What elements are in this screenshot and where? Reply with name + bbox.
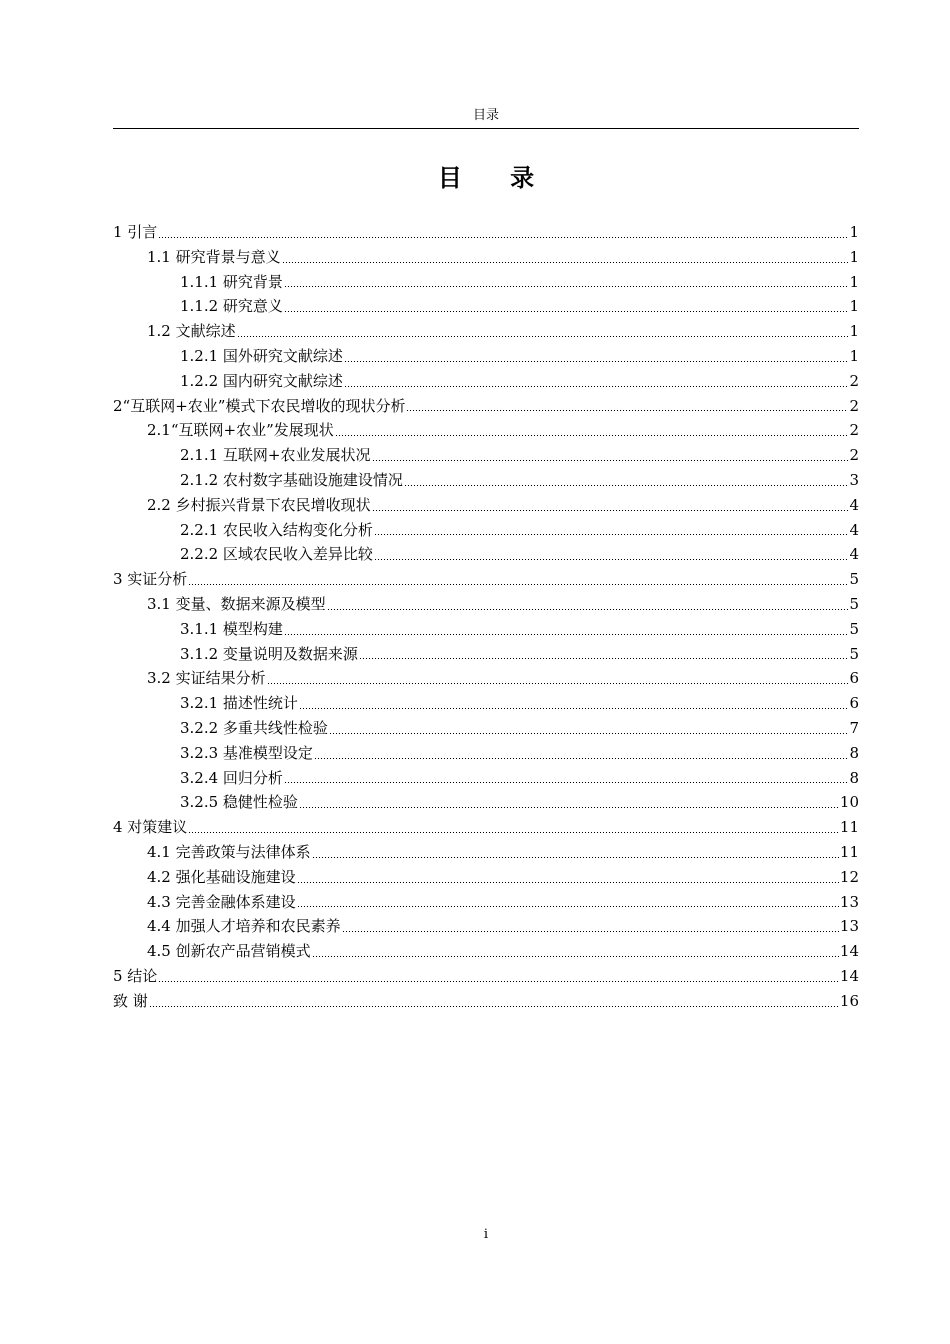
toc-dot-leader [284,782,849,783]
toc-entry-label: 2.1“互联网+农业”发展现状 [147,421,334,440]
toc-dot-leader [374,534,849,535]
toc-dot-leader [299,708,849,709]
toc-entry-label: 2.2 乡村振兴背景下农民增收现状 [147,495,371,514]
toc-entry[interactable] [113,592,859,617]
toc-dot-leader [344,386,849,387]
toc-entry-page: 5 [849,619,859,638]
toc-entry[interactable] [113,815,859,840]
toc-entry-page: 5 [849,570,859,589]
toc-entry-page: 2 [849,371,859,390]
toc-entry-page: 1 [849,297,859,316]
page-number: i [483,1227,489,1242]
toc-entry-page: 11 [839,818,859,837]
toc-entry-page: 5 [849,594,859,613]
toc-entry-page: 8 [849,768,859,787]
toc-dot-leader [299,807,839,808]
toc-entry-label: 3.2.4 回归分析 [180,768,283,787]
toc-entry-label: 3.1.1 模型构建 [180,619,283,638]
toc-entry[interactable] [113,989,859,1014]
toc-entry-label: 3.1 变量、数据来源及模型 [147,594,326,613]
toc-entry[interactable] [113,344,859,369]
toc-dot-leader [282,262,849,263]
toc-dot-leader [188,584,848,585]
toc-entry-page: 1 [849,322,859,341]
header-rule [113,128,859,129]
toc-entry[interactable] [113,394,859,419]
toc-dot-leader [284,634,849,635]
toc-dot-leader [404,485,849,486]
toc-entry-label: 3.2.1 描述性统计 [180,694,298,713]
toc-dot-leader [149,1006,839,1007]
toc-entry-label: 4.5 创新农产品营销模式 [147,942,311,961]
toc-entry-page: 2 [849,421,859,440]
toc-dot-leader [284,311,849,312]
toc-entry-label: 3.2.3 基准模型设定 [180,743,313,762]
toc-entry-label: 3.2 实证结果分析 [147,669,266,688]
toc-entry[interactable] [113,914,859,939]
toc-entry-page: 6 [849,694,859,713]
toc-dot-leader [312,857,839,858]
toc-entry[interactable] [113,716,859,741]
toc-entry-page: 16 [839,991,859,1010]
toc-entry-label: 2“互联网+农业”模式下农民增收的现状分析 [113,396,406,415]
toc-entry-page: 11 [839,842,859,861]
toc-dot-leader [297,882,839,883]
toc-dot-leader [327,609,849,610]
toc-entry[interactable] [113,369,859,394]
toc-dot-leader [297,906,839,907]
toc-entry[interactable] [113,840,859,865]
toc-entry-label: 4.2 强化基础设施建设 [147,867,296,886]
toc-entry[interactable] [113,642,859,667]
toc-entry-page: 8 [849,743,859,762]
toc-entry-label: 4.1 完善政策与法律体系 [147,842,311,861]
toc-dot-leader [335,435,849,436]
toc-entry-page: 12 [839,867,859,886]
toc-entry-label: 2.2.1 农民收入结构变化分析 [180,520,373,539]
toc-entry-label: 5 结论 [113,966,158,985]
toc-entry-page: 2 [849,396,859,415]
toc-entry-label: 1.2.2 国内研究文献综述 [180,371,343,390]
toc-entry[interactable] [113,890,859,915]
toc-entry-label: 1.1.2 研究意义 [180,297,283,316]
toc-entry-label: 3.2.5 稳健性检验 [180,793,298,812]
toc-entry-label: 1.1 研究背景与意义 [147,247,281,266]
toc-entry-label: 4.3 完善金融体系建设 [147,892,296,911]
toc-dot-leader [158,237,848,238]
toc-entry-page: 6 [849,669,859,688]
toc-entry[interactable] [113,865,859,890]
toc-entry-page: 13 [839,892,859,911]
toc-dot-leader [359,658,849,659]
toc-entry-label: 1 引言 [113,223,158,241]
toc-entry[interactable] [113,691,859,716]
toc-entry-label: 致 谢 [113,991,148,1010]
toc-entry-page: 3 [849,470,859,489]
toc-dot-leader [188,832,839,833]
toc-entry[interactable] [113,964,859,989]
toc-entry-label: 4 对策建议 [113,818,188,837]
toc-entry-page: 1 [849,247,859,266]
toc-entry[interactable] [113,270,859,295]
toc-dot-leader [372,460,849,461]
toc-entry-label: 3.2.2 多重共线性检验 [180,718,328,737]
toc-entry-page: 5 [849,644,859,663]
toc-entry[interactable] [113,666,859,691]
toc-entry-label: 3.1.2 变量说明及数据来源 [180,644,358,663]
toc-dot-leader [372,510,849,511]
toc-entry-page: 1 [849,346,859,365]
toc-entry-page: 4 [849,520,859,539]
toc-entry-page: 4 [849,495,859,514]
toc-entry[interactable] [113,766,859,791]
toc-dot-leader [406,410,848,411]
running-header: 目录 [472,108,499,123]
toc-entry-label: 2.2.2 区域农民收入差异比较 [180,545,373,564]
toc-entry[interactable] [113,294,859,319]
toc-dot-leader [342,931,839,932]
toc-entry[interactable] [113,245,859,270]
toc-entry[interactable] [113,939,859,964]
toc-entry[interactable] [113,468,859,493]
toc-entry[interactable] [113,542,859,567]
toc-entry-label: 4.4 加强人才培养和农民素养 [147,917,341,936]
toc-entry-page: 13 [839,917,859,936]
toc-title: 目 录 [437,164,555,192]
toc-entry[interactable] [113,741,859,766]
toc-entry[interactable] [113,567,859,592]
toc-entry[interactable] [113,493,859,518]
toc-entry-page: 10 [839,793,859,812]
toc-entry-page: 14 [839,942,859,961]
toc-entry-page: 7 [849,718,859,737]
toc-entry-label: 2.1.2 农村数字基础设施建设情况 [180,470,403,489]
toc-dot-leader [329,733,849,734]
toc-dot-leader [344,361,849,362]
toc-entry-label: 1.1.1 研究背景 [180,272,283,291]
table-of-contents [113,220,859,1014]
toc-entry[interactable] [113,790,859,815]
toc-dot-leader [158,981,839,982]
toc-entry-page: 1 [849,223,859,241]
toc-entry-page: 2 [849,446,859,465]
toc-entry[interactable] [113,617,859,642]
toc-entry-label: 1.2 文献综述 [147,322,236,341]
toc-entry-label: 1.2.1 国外研究文献综述 [180,346,343,365]
toc-entry-page: 4 [849,545,859,564]
toc-dot-leader [284,286,849,287]
toc-entry-label: 2.1.1 互联网+农业发展状况 [180,446,371,465]
toc-dot-leader [267,683,849,684]
toc-entry[interactable] [113,220,859,245]
toc-dot-leader [314,758,849,759]
toc-entry-page: 14 [839,966,859,985]
toc-entry-page: 1 [849,272,859,291]
toc-dot-leader [312,956,839,957]
toc-entry[interactable] [113,443,859,468]
toc-entry[interactable] [113,319,859,344]
toc-dot-leader [237,336,849,337]
toc-entry-label: 3 实证分析 [113,570,188,589]
toc-entry[interactable] [113,518,859,543]
toc-dot-leader [374,559,849,560]
toc-entry[interactable] [113,418,859,443]
